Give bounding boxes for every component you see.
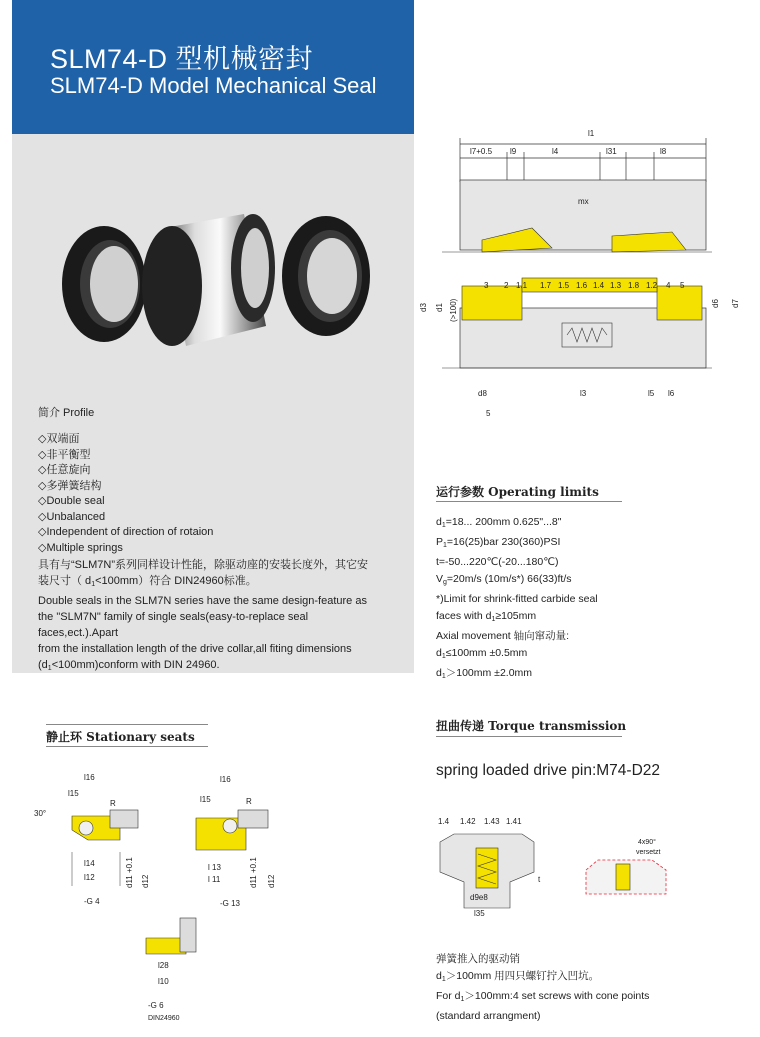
limit-axial-1: $d_1\le 100mm \pm 0.5mm$ xyxy=(436,647,528,660)
seal-ring-right xyxy=(282,216,370,336)
main-seal-drawing xyxy=(412,128,752,430)
seal-ring-left xyxy=(62,226,146,342)
seat-g6-name: -G 6 xyxy=(148,1001,164,1010)
dim-d6: d6 xyxy=(711,299,720,308)
dim-l1: l1 xyxy=(588,129,595,138)
pin-label: 1.43 xyxy=(484,817,500,826)
feature-item: ◇多弹簧结构 xyxy=(38,479,102,492)
part-number: 1.2 xyxy=(646,281,658,290)
dim-mx: mx xyxy=(578,197,589,206)
seat-g4-name: -G 4 xyxy=(84,897,100,906)
seat-g13-name: -G 13 xyxy=(220,899,241,908)
dim-d3: d3 xyxy=(419,303,428,312)
dim-d9e8: d9e8 xyxy=(470,893,488,902)
torque-heading: 扭曲传递 Torque transmission xyxy=(436,719,627,733)
feature-item: ◇非平衡型 xyxy=(38,448,91,461)
dim-l3: l3 xyxy=(580,389,587,398)
feature-item: ◇Double seal xyxy=(38,495,105,507)
limit-note: *)Limit for shrink-fitted carbide seal xyxy=(436,593,598,605)
divider xyxy=(46,746,208,747)
dim-l8: l8 xyxy=(660,147,667,156)
part-number: 2 xyxy=(504,281,509,290)
seat-dim: R xyxy=(246,797,252,806)
seat-dim: l28 xyxy=(158,961,169,970)
seat-g13-drawing xyxy=(186,770,326,910)
spring-pin-title: spring loaded drive pin:M74-D22 xyxy=(436,762,661,779)
feature-item: ◇Independent of direction of rotaion xyxy=(38,526,214,538)
part-number: 5 xyxy=(680,281,685,290)
divider xyxy=(46,724,208,725)
desc-line: 具有与“SLM7N”系列同样设计性能，除驱动座的安装长度外，其它安 xyxy=(38,559,369,571)
divider xyxy=(436,736,622,737)
seat-dim: l10 xyxy=(158,977,169,986)
feature-item: ◇Multiple springs xyxy=(38,541,123,554)
dim-l4: l4 xyxy=(552,147,559,156)
seat-dim: l15 xyxy=(68,789,79,798)
seat-dim: d11 +0.1 xyxy=(125,857,134,888)
limit-axial: Axial movement 轴向窜动量: xyxy=(436,630,570,642)
desc-line: $(d_1<100mm)conform$ with DIN 24960. xyxy=(38,659,220,672)
dim-d1-note: (>100) xyxy=(449,298,458,322)
dim-d7: d7 xyxy=(731,299,740,308)
feature-list xyxy=(38,432,213,556)
title-english: SLM74-D Model Mechanical Seal xyxy=(50,73,377,98)
pin-label: 1.41 xyxy=(506,817,522,826)
feature-item: ◇Unbalanced xyxy=(38,510,106,523)
seat-g6-standard: DIN24960 xyxy=(148,1015,180,1022)
product-photo xyxy=(54,206,394,356)
seat-dim: 30° xyxy=(34,809,47,818)
dim-l7: l7+0.5 xyxy=(470,147,493,156)
dim-t: t xyxy=(538,875,541,884)
seat-dim: l15 xyxy=(200,795,211,804)
seat-g6-drawing xyxy=(140,910,250,1026)
dim-d1: d1 xyxy=(435,303,444,312)
pin-label: 1.4 xyxy=(438,817,450,826)
seat-dim: l16 xyxy=(220,775,231,784)
seat-dim: l12 xyxy=(84,873,95,882)
seat-dim: R xyxy=(110,799,116,808)
seat-dim: l14 xyxy=(84,859,95,868)
seat-g4-drawing xyxy=(28,770,168,910)
pin-desc-line: 弹簧推入的驱动销 xyxy=(436,953,520,965)
operating-heading: 运行参数 Operating limits xyxy=(436,485,599,499)
seat-dim: d12 xyxy=(141,874,150,888)
title-banner xyxy=(12,0,414,134)
setscrew-label: versetzt xyxy=(636,849,661,856)
limit-axial-2: $d_1>100mm \pm 2.0mm$ xyxy=(436,667,533,680)
limit-faces: faces with $d_1\ge 105mm$ xyxy=(436,610,537,623)
seat-dim: l16 xyxy=(84,773,95,782)
dim-l35: l35 xyxy=(474,909,485,918)
seat-dim: d11 +0.1 xyxy=(249,857,258,888)
pin-desc-line: For $d_1>100mm:4$ set screws with cone points xyxy=(436,990,650,1003)
limit-temp: t=-50...220℃(-20...180℃) xyxy=(436,556,559,568)
divider xyxy=(436,501,622,502)
part-number: 1.6 xyxy=(576,281,588,290)
desc-line: 装尺寸（ $d_1<100mm$）符合 DIN24960标准。 xyxy=(38,575,257,588)
dim-d8: d8 xyxy=(478,389,487,398)
limit-p1: $P_1=16(25)bar$ 230(360)PSI xyxy=(436,536,561,549)
feature-item: ◇双端面 xyxy=(38,433,80,445)
limit-d1: $d_1=18$... 200mm 0.625"...8" xyxy=(436,516,562,529)
set-screw-drawing xyxy=(580,834,670,904)
pin-desc-line: $d_1>100mm$ 用四只螺钉拧入凹坑。 xyxy=(436,970,600,983)
part-number: 1.1 xyxy=(516,281,528,290)
desc-line: Double seals in the SLM7N series have the same design-feature as xyxy=(38,595,367,607)
drive-pin-description xyxy=(436,951,649,1025)
dim-l5: l5 xyxy=(648,389,655,398)
dim-l31: l31 xyxy=(606,147,617,156)
dim-l9: l9 xyxy=(510,147,517,156)
stationary-heading: 静止环 Stationary seats xyxy=(46,730,195,744)
profile-description xyxy=(38,557,378,677)
dim-5: 5 xyxy=(486,409,491,418)
pin-desc-line: (standard arrangment) xyxy=(436,1010,541,1022)
desc-line: from the installation length of the drive collar,all fiting dimensions xyxy=(38,643,352,655)
seat-dim: l 13 xyxy=(208,863,221,872)
part-number: 1.3 xyxy=(610,281,622,290)
dim-l6: l6 xyxy=(668,389,675,398)
seat-dim: d12 xyxy=(267,874,276,888)
title-chinese: SLM74-D 型机械密封 xyxy=(50,44,314,74)
feature-item: ◇任意旋向 xyxy=(38,464,91,476)
part-number: 1.7 xyxy=(540,281,552,290)
seal-body-center xyxy=(142,214,275,346)
seat-dim: l 11 xyxy=(208,875,221,884)
limit-vg: $V_g=20m/s$ (10m/s*) 66(33)ft/s xyxy=(436,573,572,586)
part-number: 1.8 xyxy=(628,281,640,290)
profile-heading: 简介 Profile xyxy=(38,407,95,419)
drive-pin-drawing xyxy=(430,812,550,922)
part-number: 3 xyxy=(484,281,489,290)
part-number: 1.5 xyxy=(558,281,570,290)
pin-label: 1.42 xyxy=(460,817,476,826)
setscrew-label: 4x90° xyxy=(638,839,656,846)
part-number: 1.4 xyxy=(593,281,605,290)
operating-limits xyxy=(436,514,598,685)
part-number: 4 xyxy=(666,281,671,290)
desc-line: the "SLM7N" family of single seals(easy-to-replace seal faces,ect.).Apart xyxy=(38,611,309,639)
